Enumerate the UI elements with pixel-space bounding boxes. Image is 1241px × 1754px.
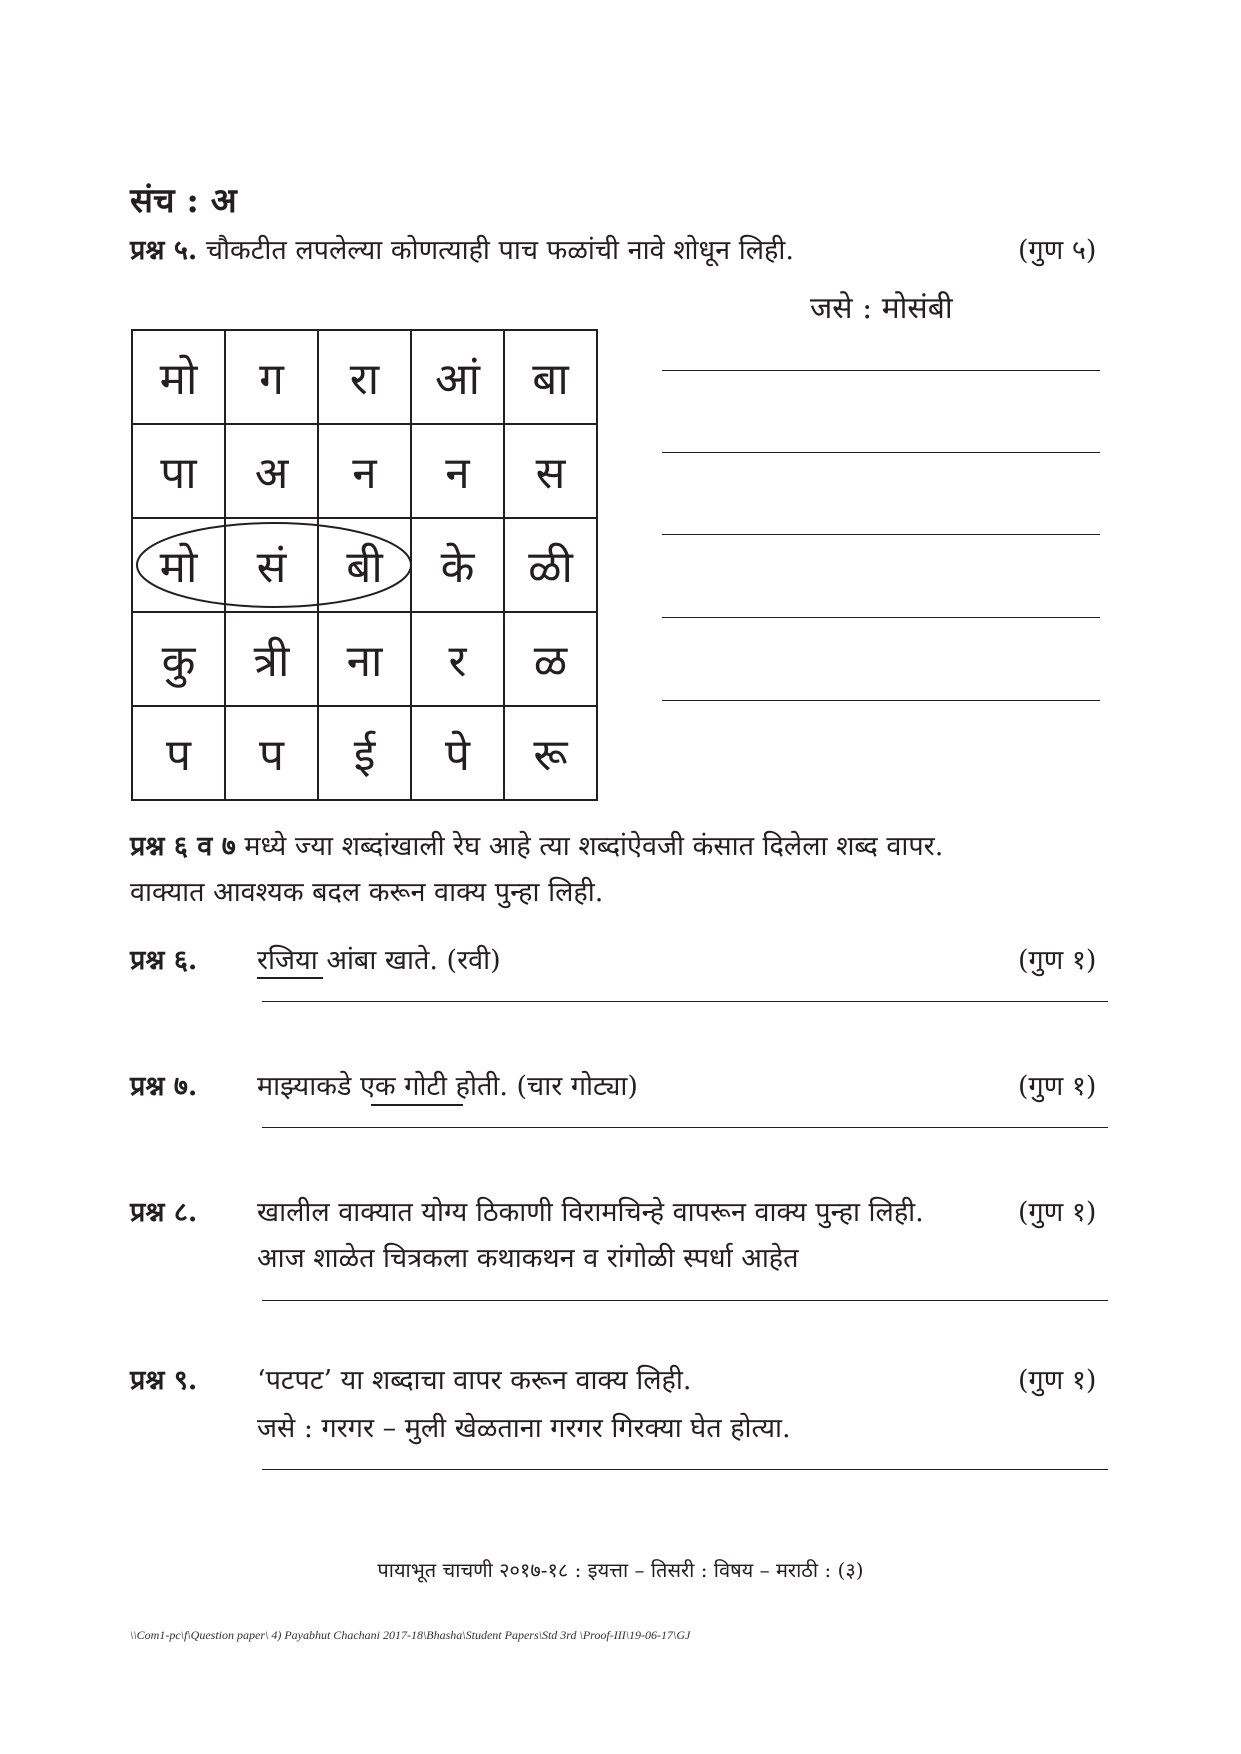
q6-underlined-word: रजिया — [257, 945, 318, 976]
set-title: संच : अ — [130, 181, 237, 221]
q8-sentence: आज शाळेत चित्रकला कथाकथन व रांगोळी स्पर्धा आहेत — [257, 1243, 799, 1274]
grid-cell: प — [225, 706, 318, 800]
grid-cell: र — [411, 612, 504, 706]
q7-sentence — [257, 1066, 638, 1103]
q5-row — [130, 230, 794, 267]
grid-cell: ळ — [504, 612, 597, 706]
grid-cell: मो — [132, 518, 225, 612]
q9-marks: (गुण १) — [1018, 1365, 1097, 1396]
q7-rest: होती. (चार गोट्या) — [455, 1071, 638, 1102]
grid-cell: रा — [318, 330, 411, 424]
grid-row — [132, 706, 597, 800]
answer-line-2[interactable] — [662, 452, 1100, 453]
answer-line-1[interactable] — [662, 370, 1100, 371]
q5-marks: (गुण ५) — [1018, 235, 1097, 266]
answer-line-3[interactable] — [662, 534, 1100, 535]
q9-answer-line[interactable] — [262, 1469, 1108, 1470]
q7-underlined-word: गोटी — [404, 1071, 448, 1102]
grid-cell: न — [411, 424, 504, 518]
answer-ellipse — [130, 515, 430, 615]
grid-cell: स — [504, 424, 597, 518]
grid-row — [132, 424, 597, 518]
grid-cell: न — [318, 424, 411, 518]
footer-file-path: \\Com1-pc\f\Question paper\ 4) Payabhut Chachani 2017-18\Bhasha\Student Papers\Std 3rd \Proof-III\19-06-17\GJ — [130, 1628, 691, 1642]
grid-cell: प — [132, 706, 225, 800]
q5-number: प्रश्न ५. — [130, 235, 198, 266]
grid-cell: ग — [225, 330, 318, 424]
q8-number: प्रश्न ८. — [130, 1197, 198, 1228]
q5-text: चौकटीत लपलेल्या कोणत्याही पाच फळांची नावे शोधून लिही. — [205, 235, 794, 266]
q7-underline — [371, 1104, 463, 1106]
grid-cell: ना — [318, 612, 411, 706]
grid-cell: कु — [132, 612, 225, 706]
grid-cell: त्री — [225, 612, 318, 706]
q7-answer-line[interactable] — [262, 1127, 1108, 1128]
q8-text: खालील वाक्यात योग्य ठिकाणी विरामचिन्हे वापरून वाक्य पुन्हा लिही. — [257, 1197, 924, 1228]
answer-line-5[interactable] — [662, 700, 1100, 701]
q6-rest: आंबा खाते. (रवी) — [326, 945, 501, 976]
grid-cell: ई — [318, 706, 411, 800]
grid-cell: अ — [225, 424, 318, 518]
q9-example: जसे : गरगर – मुली खेळताना गरगर गिरक्या घेत होत्या. — [257, 1413, 791, 1444]
q9-text: ‘पटपट’ या शब्दाचा वापर करून वाक्य लिही. — [257, 1365, 692, 1396]
grid-cell: बी — [318, 518, 411, 612]
q6-sentence — [257, 940, 501, 977]
q9-number: प्रश्न ९. — [130, 1365, 198, 1396]
q7-before: माझ्याकडे एक — [257, 1071, 396, 1102]
grid-cell: पे — [411, 706, 504, 800]
instruction-line-2: वाक्यात आवश्यक बदल करून वाक्य पुन्हा लिही. — [130, 877, 604, 908]
q6-answer-line[interactable] — [262, 1001, 1108, 1002]
q6-marks: (गुण १) — [1018, 945, 1097, 976]
grid-cell: बा — [504, 330, 597, 424]
grid-row — [132, 330, 597, 424]
grid-cell: रू — [504, 706, 597, 800]
q8-marks: (गुण १) — [1018, 1197, 1097, 1228]
instruction-bold: प्रश्न ६ व ७ — [130, 831, 236, 862]
q8-answer-line[interactable] — [262, 1300, 1108, 1301]
grid-cell: आं — [411, 330, 504, 424]
grid-cell: मो — [132, 330, 225, 424]
grid-cell: सं — [225, 518, 318, 612]
q7-marks: (गुण १) — [1018, 1071, 1097, 1102]
q6-number: प्रश्न ६. — [130, 945, 198, 976]
instruction-line-1 — [130, 826, 943, 863]
answer-line-4[interactable] — [662, 617, 1100, 618]
grid-row — [132, 612, 597, 706]
grid-cell: ळी — [504, 518, 597, 612]
instruction-text: मध्ये ज्या शब्दांखाली रेघ आहे त्या शब्दांऐवजी कंसात दिलेला शब्द वापर. — [244, 831, 944, 862]
q6-underline — [257, 977, 323, 979]
q7-number: प्रश्न ७. — [130, 1071, 198, 1102]
q5-example: जसे : मोसंबी — [810, 291, 953, 326]
footer-title: पायाभूत चाचणी २०१७-१८ : इयत्ता – तिसरी : विषय – मराठी : (३) — [377, 1558, 864, 1582]
grid-cell: के — [411, 518, 504, 612]
grid-cell: पा — [132, 424, 225, 518]
